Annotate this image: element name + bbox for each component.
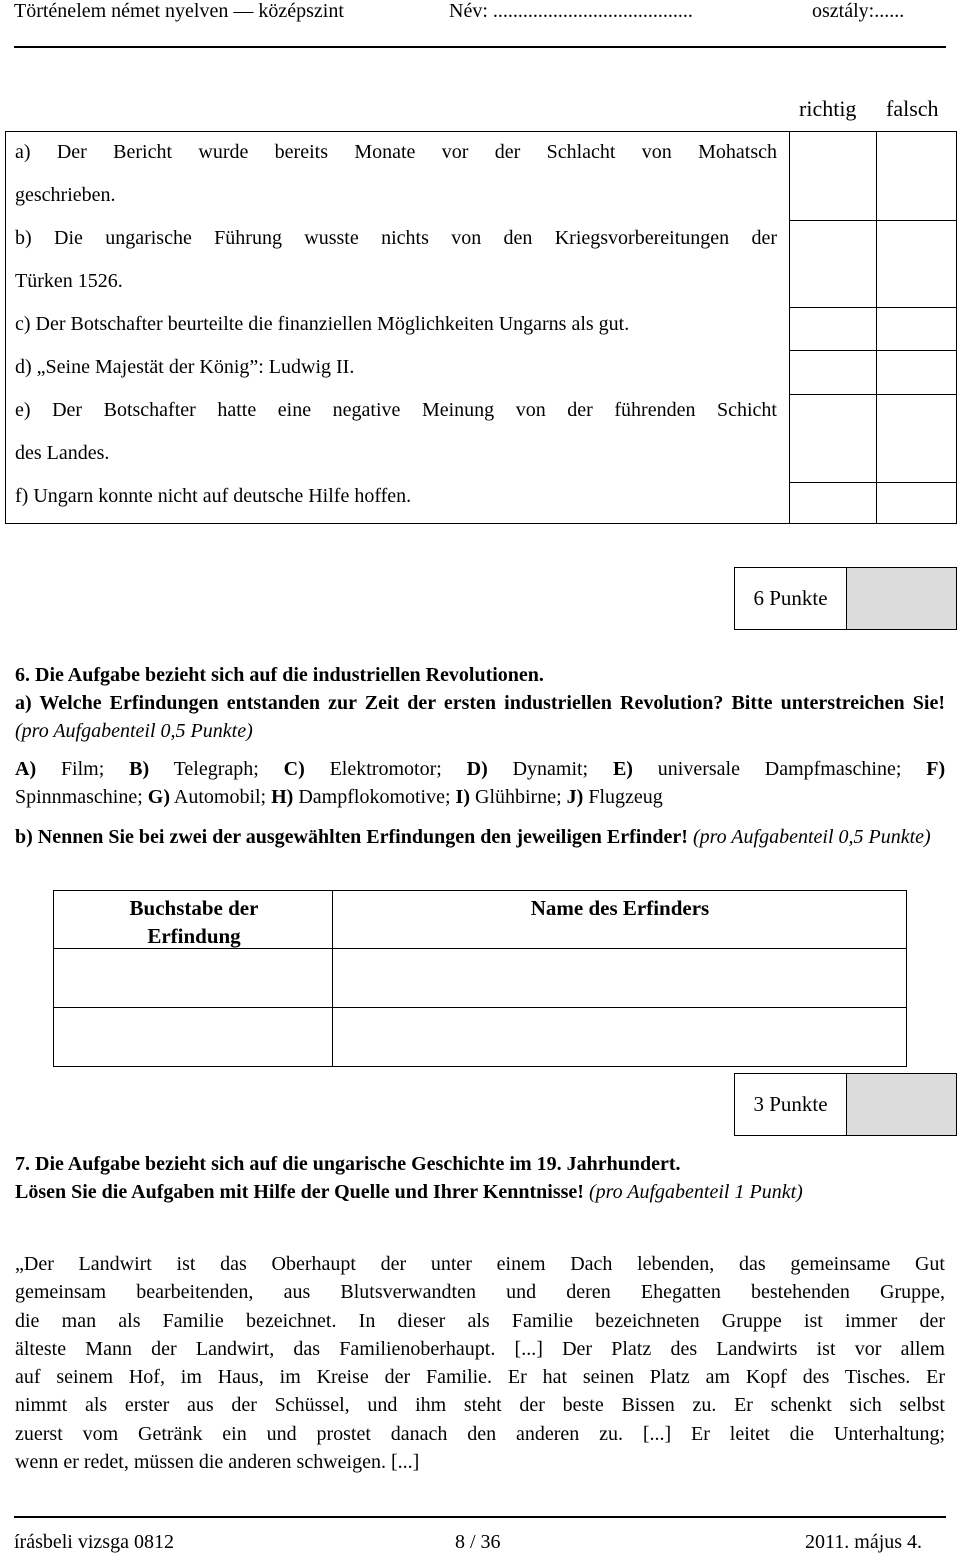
- quote-line: gemeinsam bearbeitenden, aus Blutsverwandten und deren Ehegatten bestehenden Gruppe,: [15, 1281, 945, 1304]
- footer-page-number: 8 / 36: [455, 1531, 501, 1553]
- task7-points: (pro Aufgabenteil 1 Punkt): [588, 1181, 803, 1203]
- row-divider: [789, 307, 957, 308]
- statement-line: e) Der Botschafter hatte eine negative Meinung von der führenden Schicht: [15, 399, 777, 421]
- quote-line: nimmt als erster aus der Schüssel, und ihm steht der beste Bissen zu. Er schenkt sich selbst: [15, 1394, 945, 1417]
- inventor-table-header-name: Name des Erfinders: [530, 896, 710, 920]
- footer-rule: [14, 1516, 946, 1518]
- statements-list: [15, 131, 777, 518]
- task6-a-question: a) Welche Erfindungen entstanden zur Zeit der ersten industriellen Revolution? Bitte unterstreichen Sie!: [15, 692, 945, 714]
- answer-name-cell[interactable]: [333, 949, 906, 1006]
- statement-line: Türken 1526.: [15, 270, 123, 292]
- quote-line: auf seinem Hof, im Haus, im Kreise der Familie. Er hat seinen Platz am Kopf des Tisches. Er: [15, 1366, 945, 1389]
- inventor-table: [53, 890, 907, 1067]
- option-item[interactable]: F): [926, 758, 946, 780]
- score-entry[interactable]: [847, 1074, 956, 1135]
- quote-line: die man als Familie bezeichnet. In dieser als Familie bezeichneten Gruppe ist immer der: [15, 1309, 945, 1332]
- source-quote: [15, 1250, 945, 1476]
- quote-line: älteste Mann der Landwirt, das Familienoberhaupt. [...] Der Platz des Landwirts ist vor allem: [15, 1337, 945, 1360]
- task6-a-points: (pro Aufgabenteil 0,5 Punkte): [15, 720, 253, 742]
- statement-line: f) Ungarn konnte nicht auf deutsche Hilfe hoffen.: [15, 485, 412, 507]
- score-label: 6 Punkte: [735, 568, 847, 629]
- col-divider: [789, 131, 790, 524]
- row-divider: [789, 350, 957, 351]
- row-divider: [789, 220, 957, 221]
- statement-line: d) „Seine Majestät der König”: Ludwig II.: [15, 356, 355, 378]
- task7-title: 7. Die Aufgabe bezieht sich auf die ungarische Geschichte im 19. Jahrhundert.: [15, 1153, 681, 1175]
- option-item[interactable]: J) Flugzeug: [566, 786, 663, 808]
- option-item[interactable]: I) Glühbirne;: [455, 786, 562, 808]
- task6-b-question: b) Nennen Sie bei zwei der ausgewählten Erfindungen den jeweiligen Erfinder!: [15, 826, 688, 848]
- row-divider: [789, 394, 957, 395]
- row-divider: [789, 482, 957, 483]
- score-label: 3 Punkte: [735, 1074, 847, 1135]
- statement-line: des Landes.: [15, 442, 110, 464]
- statement-line: a) Der Bericht wurde bereits Monate vor der Schlacht von Mohatsch: [15, 141, 777, 163]
- name-field[interactable]: Név: ........................................: [449, 0, 693, 22]
- header-rule: [14, 46, 946, 48]
- task7: [15, 1150, 945, 1206]
- option-item[interactable]: A) Film;: [15, 758, 105, 780]
- quote-line: wenn er redet, müssen die anderen schweigen. [...]: [15, 1451, 420, 1474]
- statement-line: b) Die ungarische Führung wusste nichts von den Kriegsvorbereitungen der: [15, 227, 777, 249]
- option-item[interactable]: B) Telegraph;: [129, 758, 259, 780]
- col-divider: [876, 131, 877, 524]
- task6-title: 6. Die Aufgabe bezieht sich auf die industriellen Revolutionen.: [15, 664, 544, 686]
- task6: [15, 661, 945, 745]
- task6-b-points: (pro Aufgabenteil 0,5 Punkte): [692, 826, 931, 848]
- task6-b: [15, 823, 945, 851]
- col-false-label: falsch: [886, 96, 939, 121]
- score-box: [734, 567, 957, 630]
- class-field[interactable]: osztály:......: [812, 0, 905, 22]
- option-item[interactable]: E) universale Dampfmaschine;: [612, 758, 902, 780]
- quote-line: zuerst vom Getränk ein und prostet danach den anderen zu. [...] Er leitet die Unterhaltung;: [15, 1422, 945, 1445]
- option-item[interactable]: Spinnmaschine;: [15, 786, 143, 808]
- score-box: [734, 1073, 957, 1136]
- answer-letter-cell[interactable]: [54, 1008, 331, 1066]
- option-item[interactable]: C) Elektromotor;: [283, 758, 442, 780]
- option-item[interactable]: G) Automobil;: [147, 786, 267, 808]
- invention-options: [15, 755, 945, 811]
- footer-exam-code: írásbeli vizsga 0812: [14, 1531, 174, 1553]
- option-item[interactable]: D) Dynamit;: [466, 758, 589, 780]
- option-item[interactable]: H) Dampflokomotive;: [271, 786, 451, 808]
- answer-name-cell[interactable]: [333, 1008, 906, 1066]
- exam-title: Történelem német nyelven — középszint: [14, 0, 344, 22]
- task7-instruction: Lösen Sie die Aufgaben mit Hilfe der Quelle und Ihrer Kenntnisse!: [15, 1181, 584, 1203]
- col-true-label: richtig: [799, 96, 857, 121]
- inventor-table-header-letter: Buchstabe der Erfindung: [129, 896, 259, 948]
- score-entry[interactable]: [847, 568, 956, 629]
- answer-letter-cell[interactable]: [54, 949, 331, 1006]
- statement-line: c) Der Botschafter beurteilte die finanziellen Möglichkeiten Ungarns als gut.: [15, 313, 630, 335]
- statement-line: geschrieben.: [15, 184, 116, 206]
- footer-date: 2011. május 4.: [805, 1531, 923, 1553]
- quote-line: „Der Landwirt ist das Oberhaupt der unter einem Dach lebenden, das gemeinsame Gut: [15, 1253, 945, 1275]
